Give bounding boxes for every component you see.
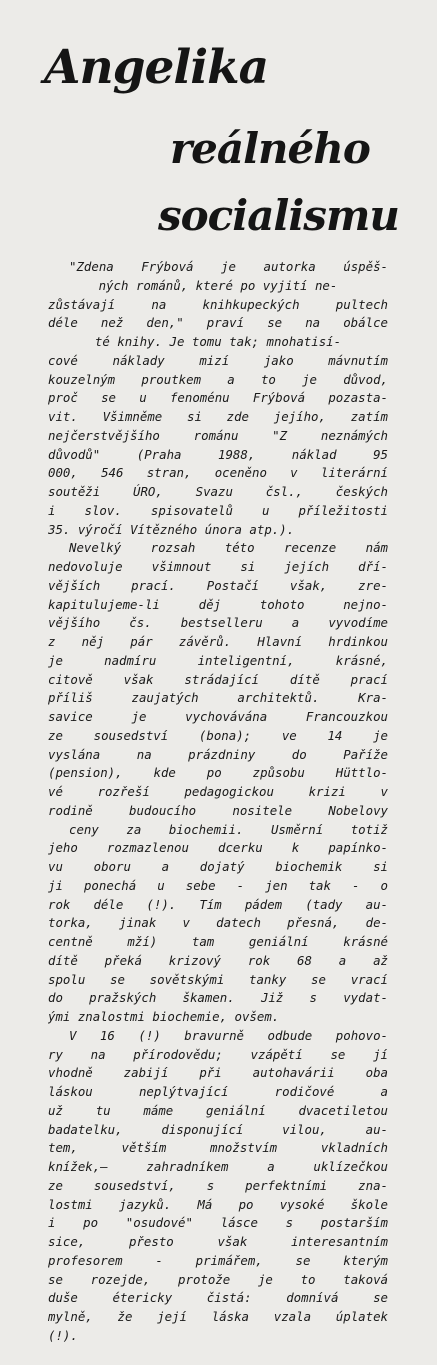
article-text-line: sice, přesto však interesantním <box>48 1234 388 1249</box>
article-text-line: zůstávají na knihkupeckých pultech <box>48 296 388 312</box>
article-text-line: knížek,— zahradníkem a uklízečkou <box>48 1159 388 1174</box>
article-text-line: ze sousedství (bona); ve 14 je <box>48 727 388 743</box>
article-text-line: V 16 (!) bravurně odbude pohovo- <box>69 1027 388 1043</box>
article-text-line: láskou neplýtvající rodičové a <box>48 1084 388 1099</box>
article-text-line: ými znalostmi biochemie, ovšem. <box>48 1009 280 1024</box>
article-text-line: tem, větším množstvím vkladních <box>48 1140 388 1156</box>
article-text-line: rok déle (!). Tím pádem (tady au- <box>48 896 388 912</box>
article-text-line: kouzelným proutkem a to je důvod, <box>48 371 388 387</box>
article-text-line: ji ponechá u sebe - jen tak - o <box>48 877 388 893</box>
article-text-line: příliš zaujatých architektů. Kra- <box>48 690 388 706</box>
headline-line-1: Angelika <box>44 40 269 95</box>
article-text-line: (pension), kde po způsobu Hüttlo- <box>48 765 388 781</box>
article-text-line: jeho rozmazlenou dcerku k papínko- <box>48 840 388 856</box>
article-text-line: už tu máme geniální dvacetiletou <box>48 1102 388 1118</box>
article-text-line: vhodně zabijí při autohavárii oba <box>48 1065 388 1081</box>
article-body <box>48 258 388 1346</box>
article-text-line: proč se u fenoménu Frýbová pozasta- <box>48 390 388 406</box>
article-text-line: vyslána na prázdniny do Paříže <box>48 746 388 762</box>
article-text-line: nedovoluje všimnout si jejích dří- <box>48 559 388 574</box>
article-text-line: mylně, že její láska vzala úplatek <box>48 1309 388 1324</box>
headline-line-2: reálného <box>170 124 370 173</box>
article-text-line: té knihy. Je tomu tak; mnohatisí- <box>94 334 342 349</box>
article-text-line: nejčerstvějšího románu "Z neznámých <box>48 427 388 443</box>
article-text-line: vějšího čs. bestselleru a vyvodíme <box>48 615 388 631</box>
article-text-line: i slov. spisovatelů u příležitosti <box>48 502 388 518</box>
article-text-line: savice je vychovávána Francouzkou <box>48 709 388 724</box>
article-text-line: profesorem - primářem, se kterým <box>48 1252 388 1268</box>
article-text-line: vějších prací. Postačí však, zre- <box>48 577 388 593</box>
article-text-line: soutěži ÚRO, Svazu čsl., českých <box>48 484 388 499</box>
article-text-line: kapitulujeme-li děj tohoto nejno- <box>48 596 388 612</box>
article-text-line: citově však strádající dítě prací <box>48 671 388 687</box>
article-text-line: ceny za biochemii. Usměrní totiž <box>69 821 388 837</box>
article-text-line: se rozejde, protože je to taková <box>48 1271 388 1287</box>
article-text-line: ry na přírodovědu; vzápětí se jí <box>48 1046 388 1062</box>
article-text-line: je nadmíru inteligentní, krásné, <box>48 652 388 668</box>
article-text-line: centně mží) tam geniální krásné <box>48 934 388 949</box>
article-text-line: důvodů" (Praha 1988, náklad 95 <box>48 446 388 462</box>
article-text-line: duše étericky čistá: domnívá se <box>48 1290 388 1306</box>
article-text-line: badatelku, disponující vilou, au- <box>48 1121 388 1137</box>
article-text-line: Nevelký rozsah této recenze nám <box>69 540 388 556</box>
headline-line-3: socialismu <box>158 191 399 240</box>
article-text-line: "Zdena Frýbová je autorka úspěš- <box>69 259 388 274</box>
article-text-line: ných románů, které po vyjití ne- <box>98 277 338 293</box>
article-text-line: lostmi jazyků. Má po vysoké škole <box>48 1196 388 1212</box>
article-text-line: (!). <box>48 1327 78 1343</box>
article-text-line: vu oboru a dojatý biochemik si <box>48 859 388 874</box>
article-text-line: torka, jinak v datech přesná, de- <box>48 915 388 931</box>
article-text-line: déle než den," praví se na obálce <box>48 315 388 331</box>
article-text-line: 000, 546 stran, oceněno v literární <box>48 465 388 481</box>
article-text-line: rodině budoucího nositele Nobelovy <box>48 802 388 818</box>
article-text-line: cové náklady mizí jako mávnutím <box>48 352 388 368</box>
article-text-line: ze sousedství, s perfektními zna- <box>48 1177 388 1193</box>
article-text-line: spolu se sovětskými tanky se vrací <box>48 971 388 987</box>
article-text-line: z něj pár závěrů. Hlavní hrdinkou <box>48 634 388 649</box>
article-text-line: vit. Všimněme si zde jejího, zatím <box>48 409 388 424</box>
article-text-line: vé rozřeší pedagogickou krizi v <box>48 784 388 799</box>
article-text-line: dítě překá krizový rok 68 a až <box>48 952 388 968</box>
article-text-line: i po "osudové" lásce s postarším <box>48 1215 388 1231</box>
article-text-line: do pražských škamen. Již s vydat- <box>48 990 388 1006</box>
article-text-line: 35. výročí Vítězného února atp.). <box>48 521 295 537</box>
